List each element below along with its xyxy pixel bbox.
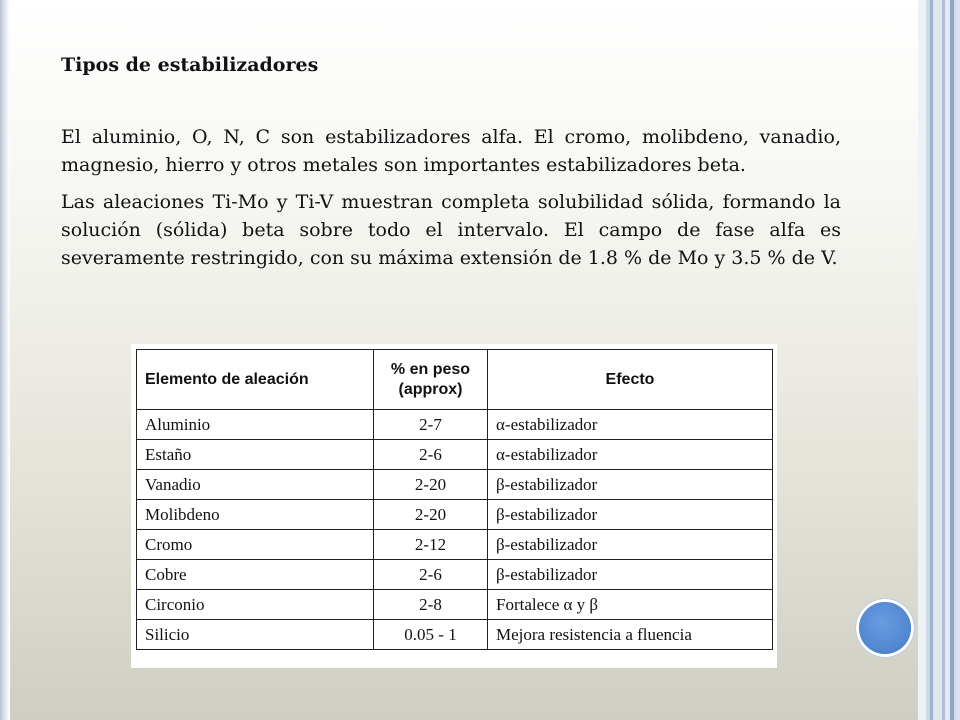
cell-effect: β-estabilizador [488,500,773,530]
cell-effect: α-estabilizador [488,410,773,440]
header-effect: Efecto [488,350,773,410]
cell-weight: 2-20 [374,470,488,500]
right-band-decoration [918,0,960,720]
cell-element: Circonio [137,590,374,620]
slide-content [61,40,841,281]
cell-effect: α-estabilizador [488,440,773,470]
paragraph-2: Las aleaciones Ti-Mo y Ti-V muestran completa solubilidad sólida, formando la solución (sólida) beta sobre todo el intervalo. El campo de fase alfa es severamente restringido, con su máxima extensión de 1.8 % de Mo y 3.5 % de V. [61,191,841,269]
cell-effect: β-estabilizador [488,560,773,590]
cell-element: Molibdeno [137,500,374,530]
cell-effect: Fortalece α y β [488,590,773,620]
table-row [137,590,773,620]
header-weight-line2: (approx) [398,380,463,398]
cell-weight: 2-6 [374,440,488,470]
cell-element: Cromo [137,530,374,560]
decorative-circle [856,599,914,657]
cell-weight: 0.05 - 1 [374,620,488,650]
alloy-elements-table [136,349,773,650]
header-weight [374,350,488,410]
table-row [137,440,773,470]
cell-element: Silicio [137,620,374,650]
table-header-row [137,350,773,410]
table-row [137,410,773,440]
cell-effect: β-estabilizador [488,470,773,500]
table-row [137,620,773,650]
cell-element: Aluminio [137,410,374,440]
cell-element: Estaño [137,440,374,470]
table-row [137,560,773,590]
cell-weight: 2-7 [374,410,488,440]
cell-weight: 2-8 [374,590,488,620]
cell-weight: 2-6 [374,560,488,590]
table-row [137,530,773,560]
cell-weight: 2-12 [374,530,488,560]
paragraph-1: El aluminio, O, N, C son estabilizadores alfa. El cromo, molibdeno, vanadio, magnesio, hierro y otros metales son importantes estabilizadores beta. [61,126,841,176]
header-element: Elemento de aleación [137,350,374,410]
alloy-table-container [131,344,777,668]
cell-element: Cobre [137,560,374,590]
cell-weight: 2-20 [374,500,488,530]
header-weight-line1: % en peso [390,360,471,378]
table-row [137,470,773,500]
table-row [137,500,773,530]
cell-element: Vanadio [137,470,374,500]
slide-title: Tipos de estabilizadores [61,54,319,76]
cell-effect: Mejora resistencia a fluencia [488,620,773,650]
cell-effect: β-estabilizador [488,530,773,560]
left-border-decoration [0,0,10,720]
